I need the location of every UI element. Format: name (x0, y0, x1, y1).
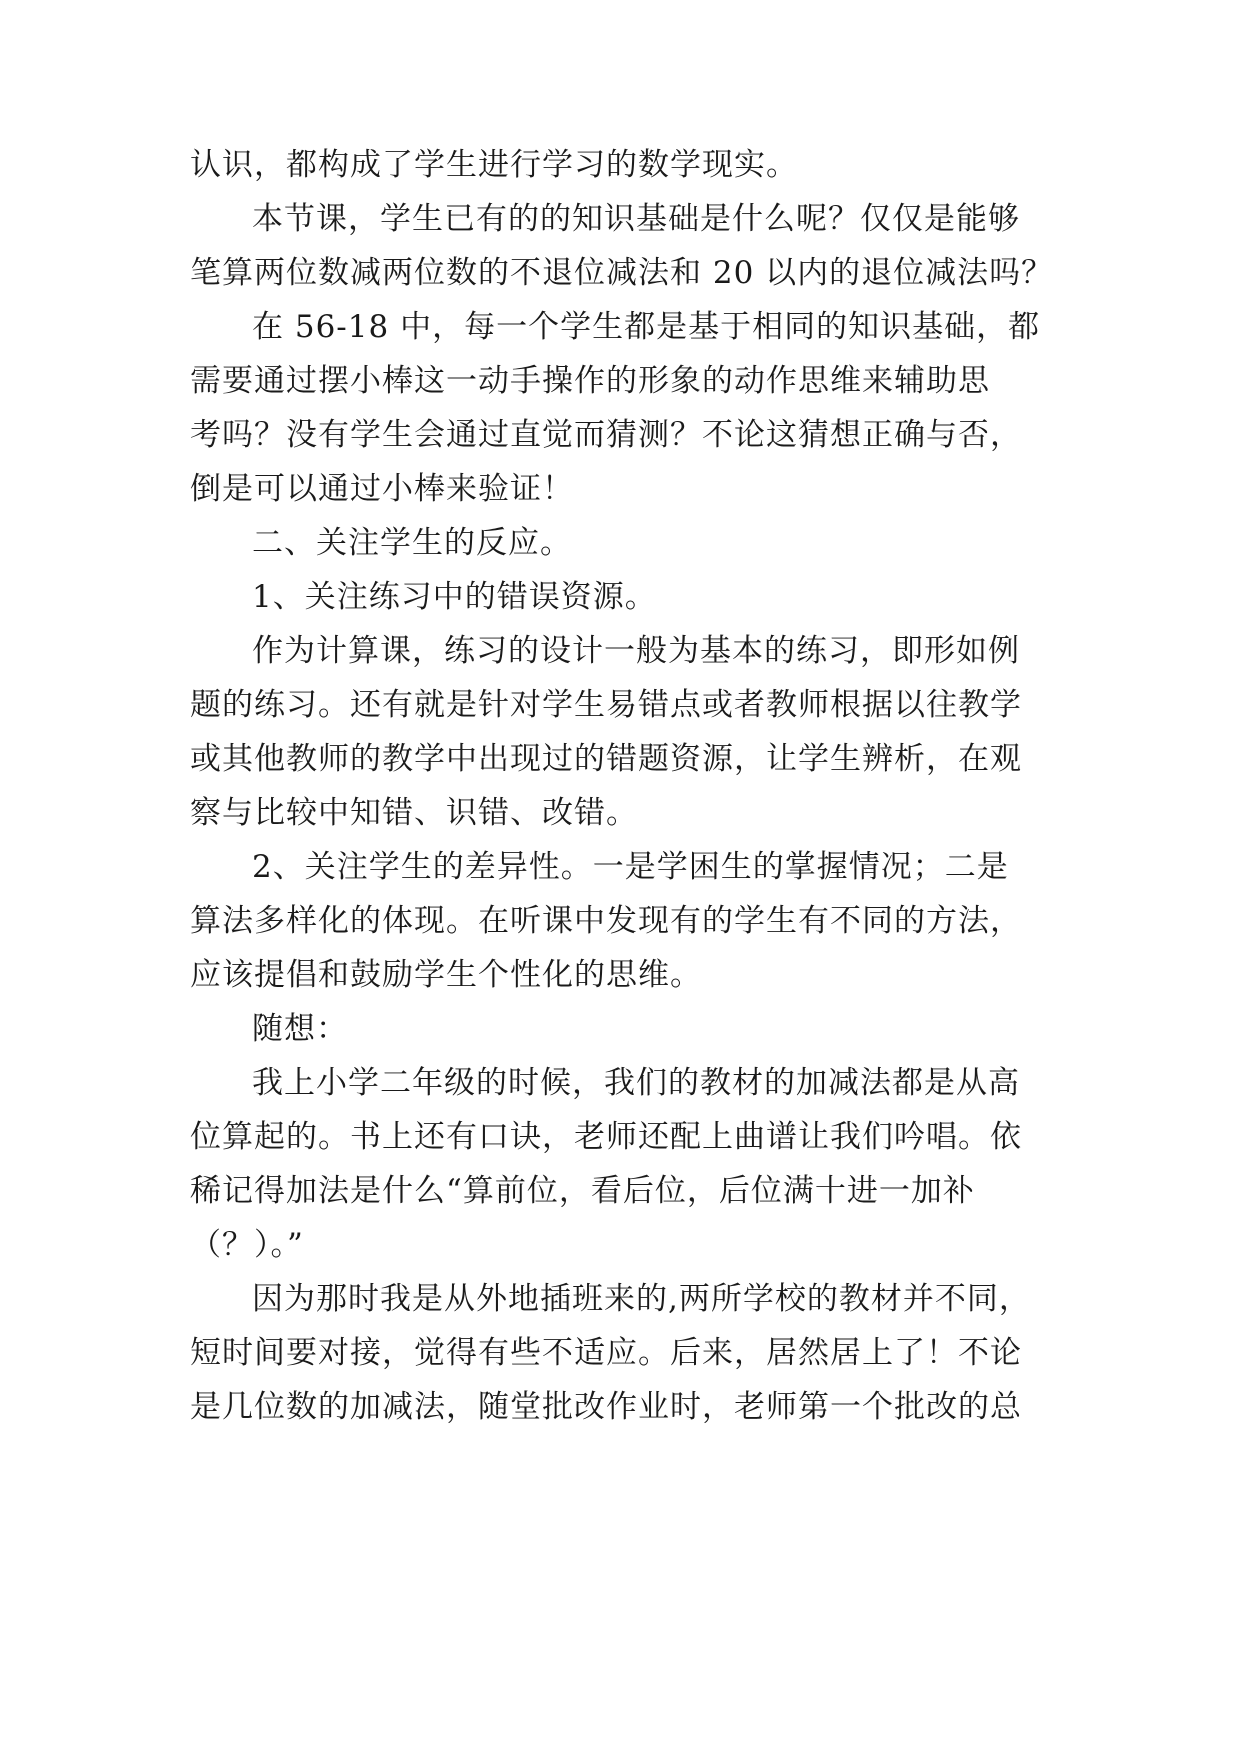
text-line: 短时间要对接，觉得有些不适应。后来，居然居上了！不论 (190, 1335, 1022, 1371)
text-line: （？）。” (190, 1227, 304, 1263)
paragraph-start: 我上小学二年级的时候，我们的教材的加减法都是从高 (252, 1065, 1020, 1101)
text-line: 需要通过摆小棒这一动手操作的形象的动作思维来辅助思 (190, 363, 990, 399)
text-line: 笔算两位数减两位数的不退位减法和 20 以内的退位减法吗？ (190, 255, 1054, 291)
paragraph-start: 因为那时我是从外地插班来的,两所学校的教材并不同， (252, 1281, 1031, 1317)
text-line: 察与比较中知错、识错、改错。 (190, 795, 638, 831)
text-line: 考吗？没有学生会通过直觉而猜测？不论这猜想正确与否， (190, 417, 1022, 453)
text-line: 位算起的。书上还有口诀，老师还配上曲谱让我们吟唱。依 (190, 1119, 1022, 1155)
text-line: 稀记得加法是什么“算前位，看后位，后位满十进一加补 (190, 1173, 975, 1209)
text-line: 算法多样化的体现。在听课中发现有的学生有不同的方法， (190, 903, 1022, 939)
text-line: 倒是可以通过小棒来验证！ (190, 471, 574, 507)
subsection-heading: 1、关注练习中的错误资源。 (252, 579, 657, 615)
text-line: 应该提倡和鼓励学生个性化的思维。 (190, 957, 702, 993)
section-heading: 二、关注学生的反应。 (252, 525, 572, 561)
text-line: 是几位数的加减法，随堂批改作业时，老师第一个批改的总 (190, 1389, 1022, 1425)
text-line: 或其他教师的教学中出现过的错题资源，让学生辨析，在观 (190, 741, 1022, 777)
paragraph-start: 本节课，学生已有的的知识基础是什么呢？仅仅是能够 (252, 201, 1020, 237)
subsection-heading: 2、关注学生的差异性。一是学困生的掌握情况；二是 (252, 849, 1009, 885)
text-line: 题的练习。还有就是针对学生易错点或者教师根据以往教学 (190, 687, 1022, 723)
paragraph-start: 在 56-18 中，每一个学生都是基于相同的知识基础，都 (252, 309, 1041, 345)
section-heading: 随想： (252, 1011, 348, 1047)
text-line: 认识，都构成了学生进行学习的数学现实。 (190, 147, 798, 183)
paragraph-start: 作为计算课，练习的设计一般为基本的练习，即形如例 (252, 633, 1020, 669)
